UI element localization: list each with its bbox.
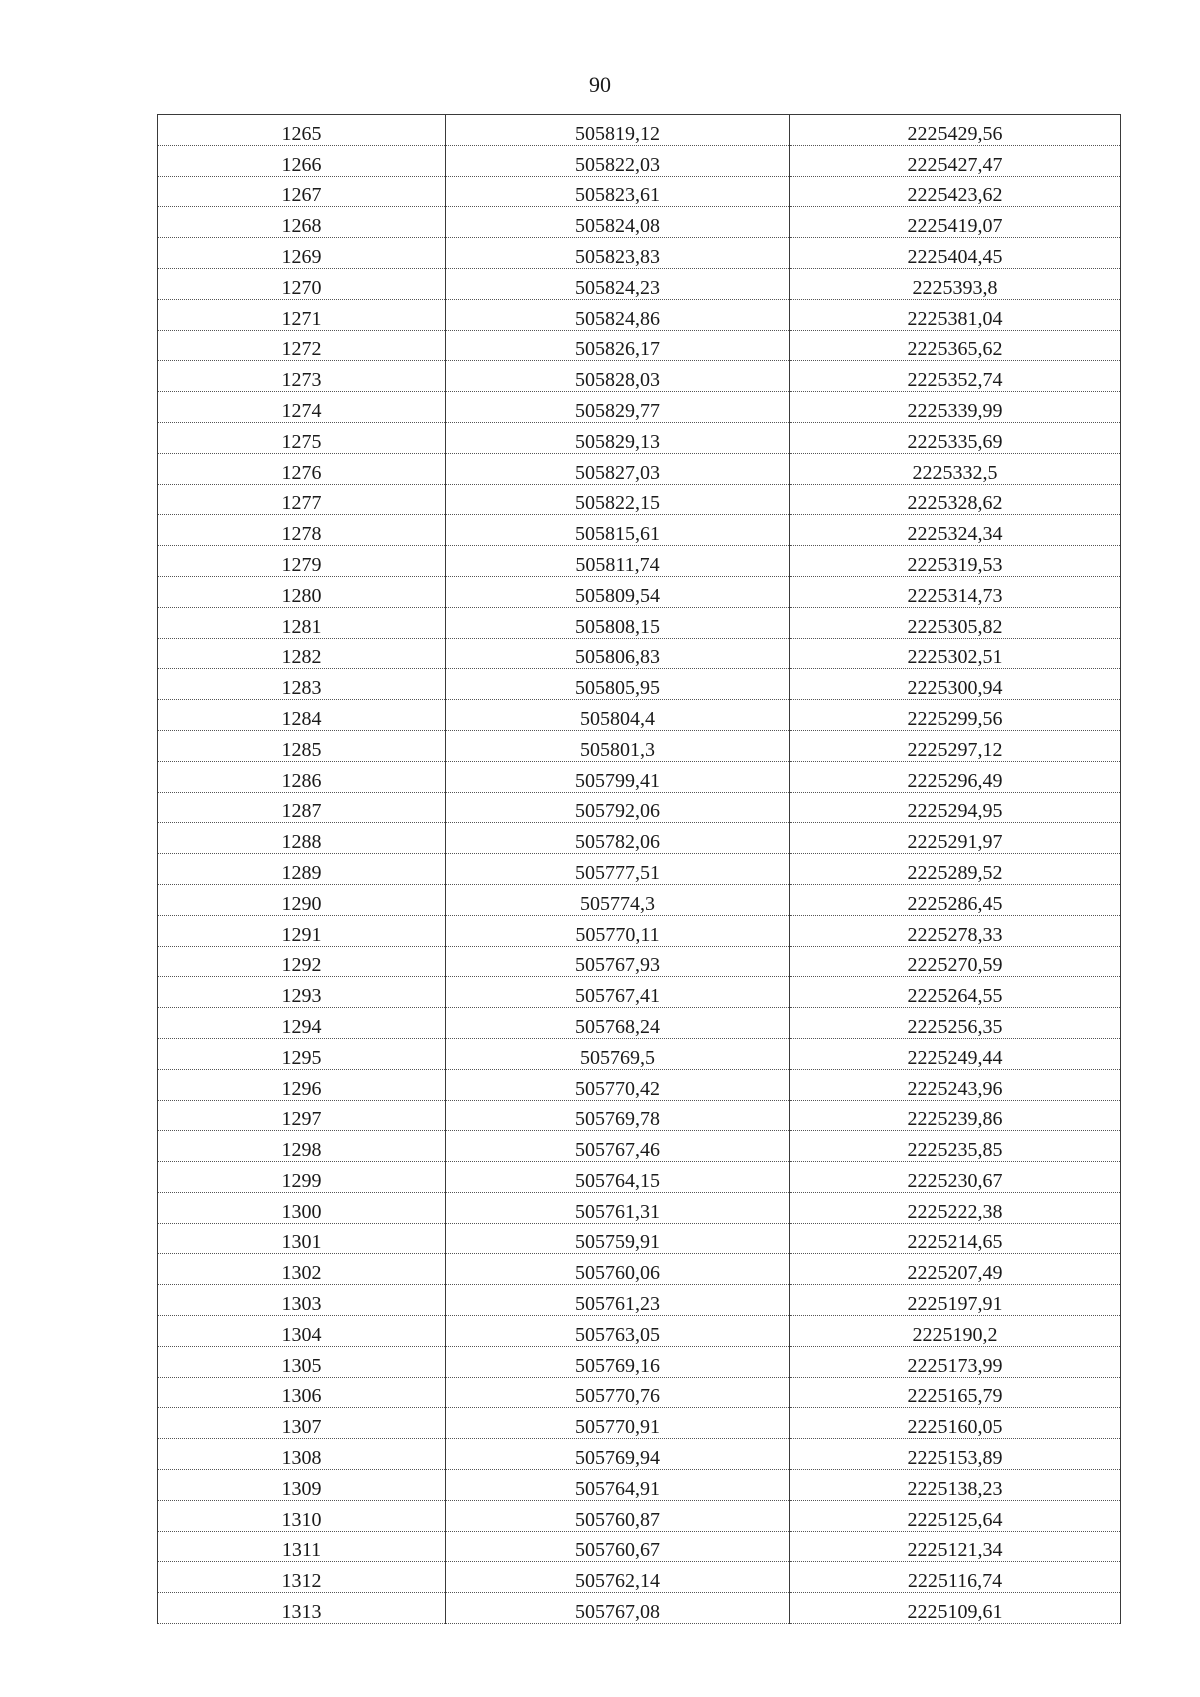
table-row [158,1346,1121,1377]
y-coordinate-cell: 2225305,82 [790,607,1121,638]
table-row [158,145,1121,176]
point-number-cell: 1290 [158,884,446,915]
point-number-cell: 1303 [158,1285,446,1316]
y-coordinate-cell: 2225427,47 [790,145,1121,176]
point-number-cell: 1285 [158,730,446,761]
table-row [158,576,1121,607]
y-coordinate-cell: 2225335,69 [790,422,1121,453]
table-row [158,1531,1121,1562]
table-row [158,761,1121,792]
y-coordinate-cell: 2225270,59 [790,946,1121,977]
point-number-cell: 1276 [158,453,446,484]
table-row [158,730,1121,761]
table-row [158,1038,1121,1069]
point-number-cell: 1304 [158,1316,446,1347]
y-coordinate-cell: 2225121,34 [790,1531,1121,1562]
point-number-cell: 1301 [158,1223,446,1254]
y-coordinate-cell: 2225365,62 [790,330,1121,361]
y-coordinate-cell: 2225296,49 [790,761,1121,792]
table-row [158,453,1121,484]
x-coordinate-cell: 505829,77 [446,392,790,423]
y-coordinate-cell: 2225314,73 [790,576,1121,607]
x-coordinate-cell: 505770,91 [446,1408,790,1439]
table-row [158,1192,1121,1223]
x-coordinate-cell: 505760,67 [446,1531,790,1562]
y-coordinate-cell: 2225230,67 [790,1162,1121,1193]
y-coordinate-cell: 2225419,07 [790,207,1121,238]
x-coordinate-cell: 505770,42 [446,1069,790,1100]
point-number-cell: 1310 [158,1500,446,1531]
x-coordinate-cell: 505826,17 [446,330,790,361]
y-coordinate-cell: 2225299,56 [790,700,1121,731]
x-coordinate-cell: 505770,11 [446,915,790,946]
y-coordinate-cell: 2225222,38 [790,1192,1121,1223]
x-coordinate-cell: 505815,61 [446,515,790,546]
point-number-cell: 1286 [158,761,446,792]
table-row [158,392,1121,423]
x-coordinate-cell: 505823,61 [446,176,790,207]
x-coordinate-cell: 505827,03 [446,453,790,484]
x-coordinate-cell: 505764,15 [446,1162,790,1193]
table-row [158,1069,1121,1100]
coordinates-table [157,114,1121,1624]
y-coordinate-cell: 2225264,55 [790,977,1121,1008]
point-number-cell: 1282 [158,638,446,669]
y-coordinate-cell: 2225190,2 [790,1316,1121,1347]
point-number-cell: 1274 [158,392,446,423]
y-coordinate-cell: 2225249,44 [790,1038,1121,1069]
point-number-cell: 1267 [158,176,446,207]
point-number-cell: 1291 [158,915,446,946]
table-row [158,700,1121,731]
x-coordinate-cell: 505792,06 [446,792,790,823]
x-coordinate-cell: 505823,83 [446,238,790,269]
y-coordinate-cell: 2225291,97 [790,823,1121,854]
point-number-cell: 1298 [158,1131,446,1162]
point-number-cell: 1271 [158,299,446,330]
y-coordinate-cell: 2225404,45 [790,238,1121,269]
table-row [158,1285,1121,1316]
table-row [158,1223,1121,1254]
table-row [158,484,1121,515]
table-row [158,607,1121,638]
point-number-cell: 1281 [158,607,446,638]
coordinates-table-body [158,115,1121,1624]
table-row [158,238,1121,269]
x-coordinate-cell: 505824,08 [446,207,790,238]
point-number-cell: 1272 [158,330,446,361]
point-number-cell: 1289 [158,854,446,885]
x-coordinate-cell: 505769,5 [446,1038,790,1069]
x-coordinate-cell: 505801,3 [446,730,790,761]
y-coordinate-cell: 2225207,49 [790,1254,1121,1285]
y-coordinate-cell: 2225328,62 [790,484,1121,515]
x-coordinate-cell: 505782,06 [446,823,790,854]
y-coordinate-cell: 2225319,53 [790,546,1121,577]
x-coordinate-cell: 505760,87 [446,1500,790,1531]
y-coordinate-cell: 2225125,64 [790,1500,1121,1531]
point-number-cell: 1306 [158,1377,446,1408]
x-coordinate-cell: 505760,06 [446,1254,790,1285]
point-number-cell: 1313 [158,1593,446,1624]
table-row [158,946,1121,977]
y-coordinate-cell: 2225324,34 [790,515,1121,546]
point-number-cell: 1312 [158,1562,446,1593]
y-coordinate-cell: 2225153,89 [790,1439,1121,1470]
table-row [158,207,1121,238]
table-row [158,268,1121,299]
point-number-cell: 1270 [158,268,446,299]
table-row [158,669,1121,700]
table-row [158,515,1121,546]
y-coordinate-cell: 2225286,45 [790,884,1121,915]
point-number-cell: 1302 [158,1254,446,1285]
table-row [158,330,1121,361]
table-row [158,546,1121,577]
table-row [158,915,1121,946]
x-coordinate-cell: 505809,54 [446,576,790,607]
point-number-cell: 1280 [158,576,446,607]
y-coordinate-cell: 2225138,23 [790,1470,1121,1501]
y-coordinate-cell: 2225165,79 [790,1377,1121,1408]
y-coordinate-cell: 2225243,96 [790,1069,1121,1100]
table-row [158,361,1121,392]
table-row [158,1470,1121,1501]
point-number-cell: 1308 [158,1439,446,1470]
point-number-cell: 1265 [158,115,446,146]
x-coordinate-cell: 505824,86 [446,299,790,330]
x-coordinate-cell: 505824,23 [446,268,790,299]
y-coordinate-cell: 2225116,74 [790,1562,1121,1593]
y-coordinate-cell: 2225294,95 [790,792,1121,823]
x-coordinate-cell: 505767,08 [446,1593,790,1624]
x-coordinate-cell: 505767,46 [446,1131,790,1162]
y-coordinate-cell: 2225160,05 [790,1408,1121,1439]
y-coordinate-cell: 2225235,85 [790,1131,1121,1162]
table-row [158,792,1121,823]
table-row [158,884,1121,915]
y-coordinate-cell: 2225393,8 [790,268,1121,299]
point-number-cell: 1299 [158,1162,446,1193]
point-number-cell: 1269 [158,238,446,269]
y-coordinate-cell: 2225332,5 [790,453,1121,484]
y-coordinate-cell: 2225289,52 [790,854,1121,885]
table-row [158,638,1121,669]
table-row [158,176,1121,207]
x-coordinate-cell: 505767,93 [446,946,790,977]
x-coordinate-cell: 505759,91 [446,1223,790,1254]
point-number-cell: 1284 [158,700,446,731]
x-coordinate-cell: 505768,24 [446,1008,790,1039]
point-number-cell: 1311 [158,1531,446,1562]
x-coordinate-cell: 505761,23 [446,1285,790,1316]
x-coordinate-cell: 505829,13 [446,422,790,453]
x-coordinate-cell: 505770,76 [446,1377,790,1408]
y-coordinate-cell: 2225302,51 [790,638,1121,669]
y-coordinate-cell: 2225297,12 [790,730,1121,761]
table-row [158,1562,1121,1593]
table-row [158,422,1121,453]
point-number-cell: 1273 [158,361,446,392]
table-row [158,823,1121,854]
x-coordinate-cell: 505777,51 [446,854,790,885]
x-coordinate-cell: 505808,15 [446,607,790,638]
point-number-cell: 1294 [158,1008,446,1039]
point-number-cell: 1287 [158,792,446,823]
table-row [158,1593,1121,1624]
point-number-cell: 1275 [158,422,446,453]
y-coordinate-cell: 2225352,74 [790,361,1121,392]
point-number-cell: 1292 [158,946,446,977]
x-coordinate-cell: 505761,31 [446,1192,790,1223]
x-coordinate-cell: 505767,41 [446,977,790,1008]
y-coordinate-cell: 2225173,99 [790,1346,1121,1377]
table-row [158,1100,1121,1131]
table-row [158,1162,1121,1193]
x-coordinate-cell: 505805,95 [446,669,790,700]
y-coordinate-cell: 2225339,99 [790,392,1121,423]
x-coordinate-cell: 505822,15 [446,484,790,515]
point-number-cell: 1266 [158,145,446,176]
x-coordinate-cell: 505806,83 [446,638,790,669]
x-coordinate-cell: 505769,94 [446,1439,790,1470]
point-number-cell: 1288 [158,823,446,854]
table-row [158,1408,1121,1439]
point-number-cell: 1297 [158,1100,446,1131]
x-coordinate-cell: 505799,41 [446,761,790,792]
point-number-cell: 1277 [158,484,446,515]
point-number-cell: 1268 [158,207,446,238]
y-coordinate-cell: 2225197,91 [790,1285,1121,1316]
x-coordinate-cell: 505774,3 [446,884,790,915]
x-coordinate-cell: 505762,14 [446,1562,790,1593]
y-coordinate-cell: 2225109,61 [790,1593,1121,1624]
table-row [158,1377,1121,1408]
y-coordinate-cell: 2225423,62 [790,176,1121,207]
x-coordinate-cell: 505819,12 [446,115,790,146]
x-coordinate-cell: 505764,91 [446,1470,790,1501]
table-row [158,1254,1121,1285]
x-coordinate-cell: 505811,74 [446,546,790,577]
y-coordinate-cell: 2225278,33 [790,915,1121,946]
point-number-cell: 1295 [158,1038,446,1069]
table-row [158,1500,1121,1531]
table-row [158,299,1121,330]
table-row [158,1439,1121,1470]
table-row [158,1316,1121,1347]
x-coordinate-cell: 505769,16 [446,1346,790,1377]
point-number-cell: 1279 [158,546,446,577]
point-number-cell: 1293 [158,977,446,1008]
point-number-cell: 1300 [158,1192,446,1223]
y-coordinate-cell: 2225429,56 [790,115,1121,146]
x-coordinate-cell: 505828,03 [446,361,790,392]
x-coordinate-cell: 505822,03 [446,145,790,176]
y-coordinate-cell: 2225239,86 [790,1100,1121,1131]
table-row [158,1131,1121,1162]
point-number-cell: 1278 [158,515,446,546]
point-number-cell: 1296 [158,1069,446,1100]
x-coordinate-cell: 505769,78 [446,1100,790,1131]
point-number-cell: 1283 [158,669,446,700]
y-coordinate-cell: 2225381,04 [790,299,1121,330]
table-row [158,115,1121,146]
point-number-cell: 1309 [158,1470,446,1501]
y-coordinate-cell: 2225300,94 [790,669,1121,700]
x-coordinate-cell: 505804,4 [446,700,790,731]
table-row [158,854,1121,885]
y-coordinate-cell: 2225214,65 [790,1223,1121,1254]
point-number-cell: 1305 [158,1346,446,1377]
point-number-cell: 1307 [158,1408,446,1439]
x-coordinate-cell: 505763,05 [446,1316,790,1347]
y-coordinate-cell: 2225256,35 [790,1008,1121,1039]
table-row [158,1008,1121,1039]
page-number: 90 [589,72,611,97]
table-row [158,977,1121,1008]
